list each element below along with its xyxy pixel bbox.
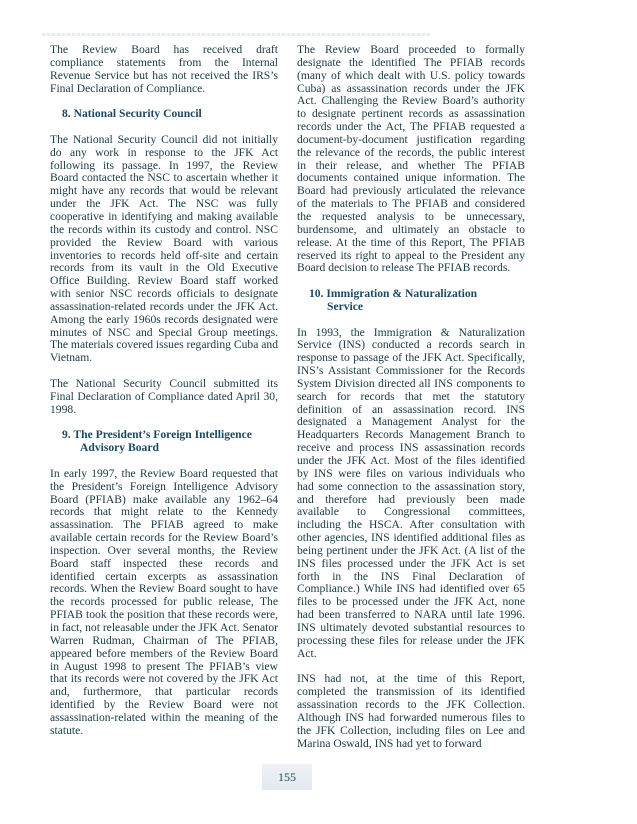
paragraph: In early 1997, the Review Board requested that the President’s Foreign Intelligence Advisory Board (PFIAB) make available any 1962–64 records that might relate to the Kennedy assassination. The PFIAB agreed to make available certain records for the Review Board’s inspection. Over several months, the Review Board staff inspected these records and identified certain excerpts as assassination records. When the Review Board sought to have the records processed for public release, The PFIAB took the position that these records were, in fact, not releasable under the JFK Act. Senator Warren Rudman, Chairman of The PFIAB, appeared before members of the Review Board in August 1998 to present The PFIAB’s view that its records were not covered by the JFK Act and, furthermore, that particular records identified by the Review Board were not assassination-related within the meaning of the statute. — [50, 466, 278, 737]
paragraph: The National Security Council submitted its Final Declaration of Compliance dated April 30, 1998. — [50, 376, 278, 416]
right-column — [297, 44, 525, 763]
heading-text: 10. Immigration & Naturalization — [309, 287, 478, 301]
heading-text-continued: Advisory Board — [80, 441, 159, 455]
section-heading-ins — [297, 288, 525, 314]
paragraph: The Review Board proceeded to formally designate the identified The PFIAB records (many of which dealt with U.S. policy towards Cuba) as assassination records under the JFK Act. Challenging the Review Board’s authority to designate pertinent records as assassination records under the Act, The PFIAB requested a document-by-document justification regarding the relevance of the records, the public interest in their release, and whether The PFIAB documents contained unique information. The Board had previously articulated the relevance of the materials to The PFIAB and considered the requested analysis to be unnecessary, burdensome, and ultimately an obstacle to release. At the time of this Report, The PFIAB reserved its right to appeal to the President any Board decision to release The PFIAB records. — [297, 43, 525, 275]
header-rule — [42, 33, 430, 36]
paragraph: The Review Board has received draft compliance statements from the Internal Revenue Service but has not received the IRS’s Final Declaration of Compliance. — [50, 43, 278, 95]
left-column — [50, 44, 278, 750]
heading-text-continued: Service — [327, 299, 364, 313]
section-heading-pfiab — [50, 429, 278, 455]
section-heading-nsc — [50, 108, 278, 121]
page-number: 155 — [262, 764, 312, 790]
paragraph: The National Security Council did not initially do any work in response to the JFK Act following its passage. In 1997, the Review Board contacted the NSC to ascertain whether it might have any records that would be relevant under the JFK Act. The NSC was fully cooperative in identifying and making available the records within its custody and control. NSC provided the Review Board with various inventories to records held off-site and certain records from its vault in the Old Executive Office Building. Review Board staff worked with senior NSC records officials to designate assassination-related records under the JFK Act. Among the early 1960s records designated were minutes of NSC and Special Group meetings. The materials covered issues regarding Cuba and Vietnam. — [50, 132, 278, 365]
heading-text: 8. National Security Council — [62, 107, 202, 121]
heading-text: 9. The President’s Foreign Intelligence — [62, 428, 252, 442]
paragraph: INS had not, at the time of this Report, completed the transmission of its identified assassination records to the JFK Collection. Although INS had forwarded numerous files to the JFK Collection, including files on Lee and Marina Oswald, INS had yet to forward — [297, 672, 525, 750]
paragraph: In 1993, the Immigration & Naturalization Service (INS) conducted a records search in response to passage of the JFK Act. Specifically, INS’s Assistant Commissioner for the Records System Division directed all INS components to search for records that met the statutory definition of an assassination record. INS designated a Management Analyst for the Headquarters Records Management Branch to receive and process INS assassination records under the JFK Act. Most of the files identified by INS were files on various individuals who had some connection to the assassination story, and therefore had previously been made available to Congressional committees, including the HSCA. After consultation with other agencies, INS identified additional files as being pertinent under the JFK Act. (A list of the INS files processed under the JFK Act is set forth in the INS Final Declaration of Compliance.) While INS had identified over 65 files to be processed under the JFK Act, none had been transferred to NARA until late 1996. INS ultimately devoted substantial resources to processing these files for release under the JFK Act. — [297, 325, 525, 660]
